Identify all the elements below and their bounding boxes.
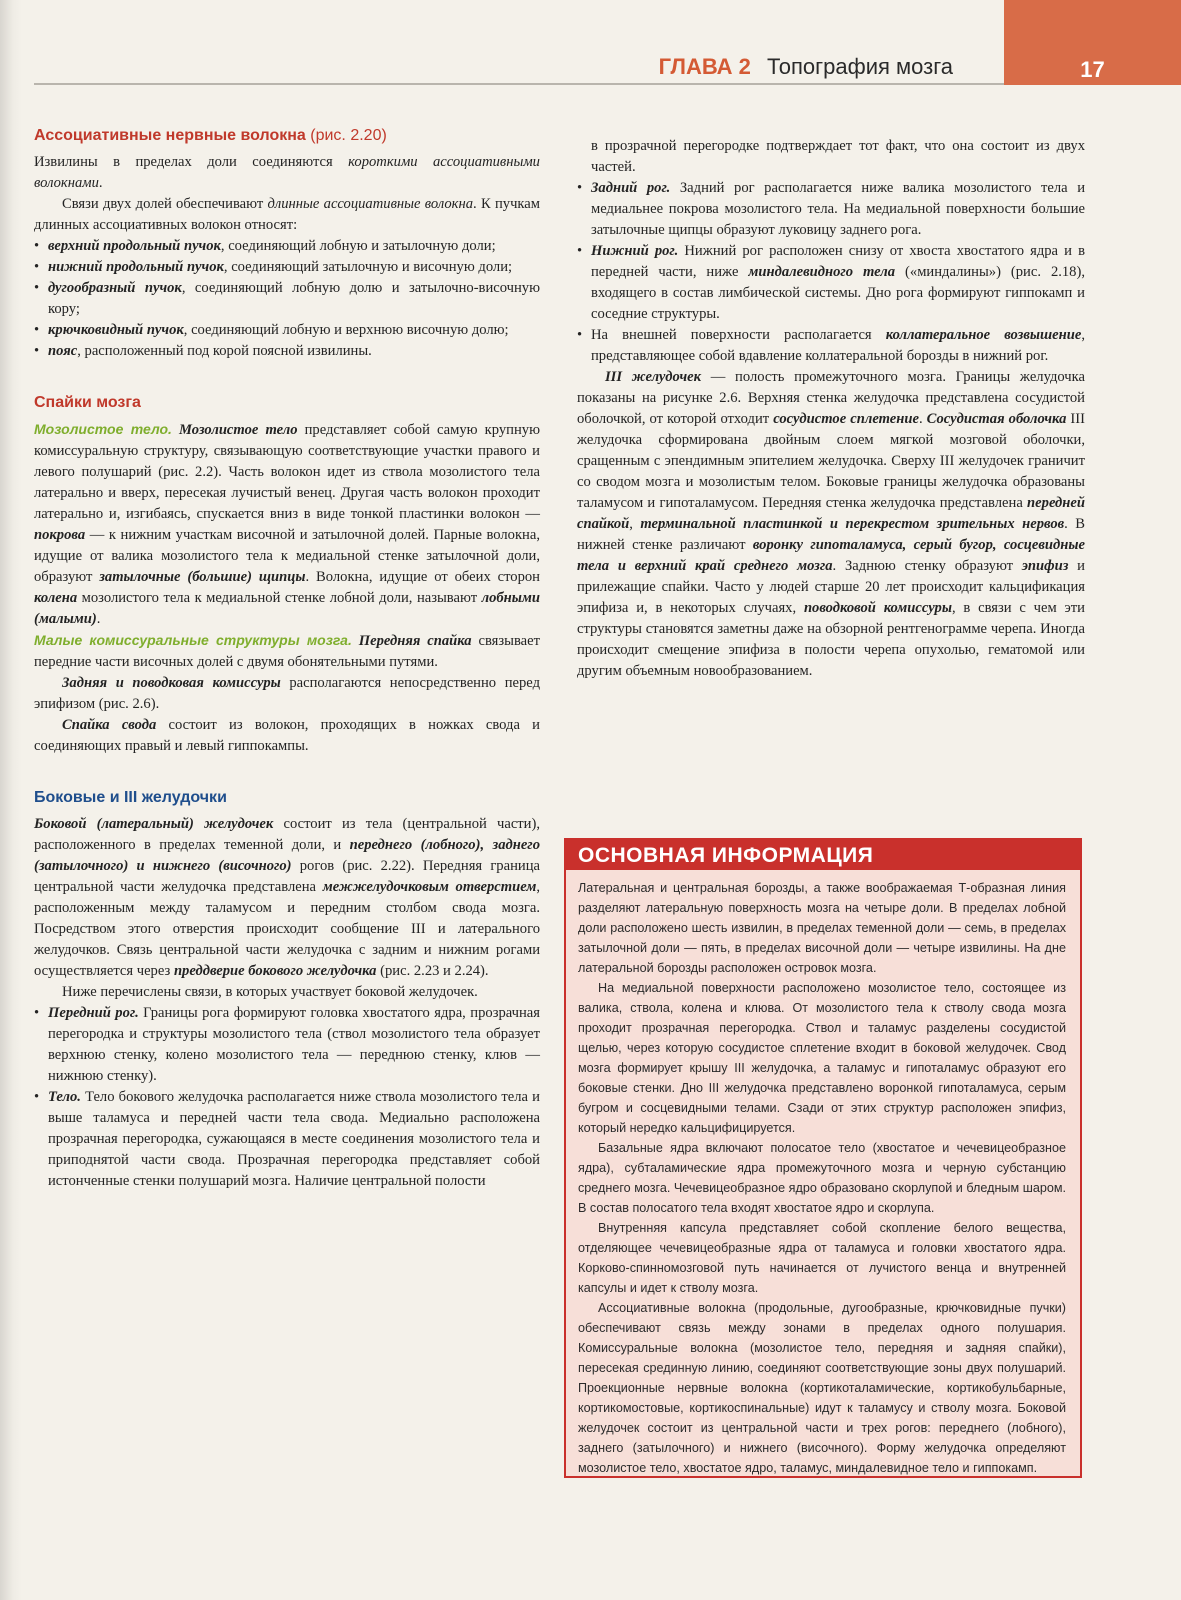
info-paragraph: Латеральная и центральная борозды, а также воображаемая Т-образная линия разделяют латеральную поверхность мозга на четыре доли. В пределах лобной доли расположено шесть извилин, в пределах теменной доли — семь, в пределах затылочной доли — пять, в пределах височной доли — четыре извилины. На дне латеральной борозды расположен островок мозга.: [578, 881, 1066, 975]
list-item: • верхний продольный пучок, соединяющий лобную и затылочную доли;: [34, 236, 540, 257]
right-column: [577, 136, 1085, 682]
list-item: • Нижний рог. Нижний рог расположен снизу от хвоста хвостатого ядра и в передней части, ниже миндалевидного тела («миндалины») (рис. 2.18), входящего в состав лимбической системы. Дно рога формируют гиппокамп и соседние структуры.: [577, 241, 1085, 325]
paragraph: Спайка свода состоит из волокон, проходящих в ножках свода и соединяющих правый и левый гиппокампы.: [34, 717, 540, 754]
subheading: Малые комиссуральные структуры мозга.: [34, 632, 352, 648]
section-title-text: Ассоциативные нервные волокна: [34, 127, 306, 144]
subheading: Мозолистое тело.: [34, 421, 172, 437]
running-header: [659, 54, 953, 86]
paragraph: Ниже перечислены связи, в которых участвует боковой желудочек.: [62, 984, 478, 1000]
term: Задний рог.: [591, 180, 671, 196]
figure-reference: (рис. 2.20): [310, 127, 387, 144]
term: верхний продольный пучок: [48, 238, 221, 254]
bullet-list-fiber-bundles: [34, 236, 540, 362]
term: крючковидный пучок: [48, 322, 184, 338]
paragraph: Боковой (латеральный) желудочек состоит из тела (центральной части), расположенного в пределах теменной доли, и переднего (лобного), заднего (затылочного) и нижнего (височного) рогов (рис. 2.22). Передняя граница центральной части желудочка представлена межжелудочковым отверстием, расположенным между таламусом и передним столбом свода мозга. Посредством этого отверстия происходит сообщение III и латерального желудочков. Связь центральной части желудочка с задним и нижним рогами осуществляется через преддверие бокового желудочка (рис. 2.23 и 2.24).: [34, 816, 541, 979]
page-number: 17: [1080, 57, 1105, 82]
term: дугообразный пучок: [48, 280, 182, 296]
term: короткими ассоциативными волокнами: [34, 154, 540, 191]
term: Нижний рог.: [591, 243, 679, 259]
info-box-title: ОСНОВНАЯ ИНФОРМАЦИЯ: [566, 840, 1080, 870]
spacer: [34, 362, 540, 392]
section-title-association-fibers: [34, 125, 540, 146]
info-paragraph: Ассоциативные волокна (продольные, дугообразные, крючковидные пучки) обеспечивают связь между зонами в пределах одного полушария. Комиссуральные волокна (мозолистое тело, передняя и задняя спайки), пересекая срединную линию, соединяют соответствующие зоны двух полушарий. Проекционные нервные волокна (кортикоталамические, кортикобульбарные, кортикомостовые, кортикоспинальные) идут к таламусу и стволу мозга. Боковой желудочек состоит из центральной части и трех рогов: переднего (лобного), заднего (затылочного) и нижнего (височного). Форму желудочка определяют мозолистое тело, хвостатое ядро, таламус, миндалевидное тело и гиппокамп.: [578, 1301, 1066, 1475]
section-title-commissures: Спайки мозга: [34, 394, 141, 411]
paragraph: Связи двух долей обеспечивают длинные ассоциативные волокна. К пучкам длинных ассоциативных волокон относят:: [34, 196, 540, 233]
page-number-tab: [1004, 0, 1181, 85]
list-item: • На внешней поверхности располагается коллатеральное возвышение, представляющее собой вдавление коллатеральной борозды в нижний рог.: [577, 325, 1085, 367]
paragraph: Извилины в пределах доли соединяются короткими ассоциативными волокнами.: [34, 154, 540, 191]
paragraph: Мозолистое тело. Мозолистое тело представляет собой самую крупную комиссуральную структуру, связывающую соответствующие участки правого и левого полушарий (рис. 2.2). Часть волокон идет из ствола мозолистого тела латерально и вверх, пересекая лучистый венец. Другая часть волокон проходит латерально и, изгибаясь, спускается вниз в виде тонкой пластинки волокон — покрова — к нижним участкам височной и затылочной долей. Парные волокна, идущие от валика мозолистого тела к медиальной стенке затылочной доли, образуют затылочные (большие) щипцы. Волокна, идущие от обеих сторон колена мозолистого тела к медиальной стенке лобной доли, называют лобными (малыми).: [34, 421, 540, 627]
term: Передний рог.: [48, 1005, 139, 1021]
paragraph-third-ventricle: III желудочек — полость промежуточного мозга. Границы желудочка показаны на рисунке 2.6. Верхняя стенка желудочка представлена сосудистой оболочкой, от которой отходит сосудистое сплетение. Сосудистая оболочка III желудочка сформирована двойным слоем мягкой мозговой оболочки, сращенным с эпендимным эпителием желудочка. Сверху III желудочек граничит со сводом мозга и мозолистым телом. Боковые границы желудочка образованы таламусом и гипоталамусом. Передняя стенка желудочка представлена передней спайкой, терминальной пластинкой и перекрестом зрительных нервов. В нижней стенке различают воронку гипоталамуса, серый бугор, сосцевидные тела и верхний край среднего мозга. Заднюю стенку образуют эпифиз и прилежащие спайки. Часто у людей старше 20 лет происходит кальцификация эпифиза и, в некоторых случаях, поводковой комиссуры, в связи с чем эти структуры становятся заметны даже на обзорной рентгенограмме черепа. Иногда происходит смещение эпифиза в полости черепа опухолью, гематомой или другим объемным новообразованием.: [577, 369, 1086, 679]
list-item: • Задний рог. Задний рог располагается ниже валика мозолистого тела и медиальнее покрова мозолистого тела. На медиальной поверхности большие затылочные щипцы образуют луковицу заднего рога.: [577, 178, 1085, 241]
list-item: • Тело. Тело бокового желудочка располагается ниже ствола мозолистого тела и выше таламуса и передней части тела свода. Медиально расположена прозрачная перегородка, сужающаяся в месте соединения мозолистого тела и приподнятой части свода. Прозрачная перегородка представляет собой истонченные стенки полушарий мозга. Наличие центральной полости: [34, 1087, 540, 1192]
term: пояс: [48, 343, 78, 359]
info-paragraph: Базальные ядра включают полосатое тело (хвостатое и чечевицеобразное ядра), субталамические ядра промежуточного мозга и черную субстанцию среднего мозга. Чечевицеобразное ядро образовано скорлупой и бледным шаром. В состав полосатого тела входят хвостатое ядро и скорлупа.: [578, 1141, 1066, 1215]
list-item: • Передний рог. Границы рога формируют головка хвостатого ядра, прозрачная перегородка и структуры мозолистого тела (ствол мозолистого тела образует верхнюю стенку, колено мозолистого тела — переднюю стенку, клюв — нижнюю стенку).: [34, 1003, 540, 1087]
term: нижний продольный пучок: [48, 259, 224, 275]
list-item: • крючковидный пучок, соединяющий лобную и верхнюю височную долю;: [34, 320, 540, 341]
paragraph-continuation: в прозрачной перегородке подтверждает тот факт, что она состоит из двух частей.: [591, 138, 1085, 175]
term: длинные ассоциативные волокна: [267, 196, 474, 212]
page-spine-shadow: [0, 0, 22, 1600]
left-column: [34, 125, 540, 1192]
chapter-title: Топография мозга: [767, 54, 953, 79]
info-paragraph: Внутренняя капсула представляет собой скопление белого вещества, отделяющее чечевицеобразные ядра от таламуса и головки хвостатого ядра. Корково-спинномозговой путь начинается от лучистого венца и внутренней капсулы и идет к стволу мозга.: [578, 1221, 1066, 1295]
bullet-list-ventricle-parts: [34, 1003, 540, 1192]
list-item: • нижний продольный пучок, соединяющий затылочную и височную доли;: [34, 257, 540, 278]
chapter-label: ГЛАВА 2: [658, 54, 751, 79]
paragraph: Задняя и поводковая комиссуры располагаются непосредственно перед эпифизом (рис. 2.6).: [34, 675, 540, 712]
list-item: • пояс, расположенный под корой поясной извилины.: [34, 341, 540, 362]
key-information-box: [564, 838, 1082, 1478]
paragraph: Малые комиссуральные структуры мозга. Передняя спайка связывает передние части височных долей с двумя обонятельными путями.: [34, 632, 540, 670]
info-box-body: [566, 870, 1080, 1478]
term: Тело.: [48, 1089, 81, 1105]
bullet-list-ventricle-parts-cont: [577, 178, 1085, 367]
section-title-ventricles: Боковые и III желудочки: [34, 789, 227, 806]
info-paragraph: На медиальной поверхности расположено мозолистое тело, состоящее из валика, ствола, колена и клюва. От мозолистого тела к стволу свода мозга проходит прозрачная перегородка. Ствол и таламус разделены сосудистой щелью, через которую сосудистое сплетение входит в боковой желудочек. Свод мозга формирует крышу III желудочка, а таламус и гипоталамус образуют его боковые стенки. Дно III желудочка представлено воронкой гипоталамуса, серым бугром и сосцевидными телами. Сзади от этих структур расположен эпифиз, который нередко кальцифицируется.: [578, 981, 1066, 1135]
list-item: • дугообразный пучок, соединяющий лобную долю и затылочно-височную кору;: [34, 278, 540, 320]
spacer: [34, 757, 540, 787]
